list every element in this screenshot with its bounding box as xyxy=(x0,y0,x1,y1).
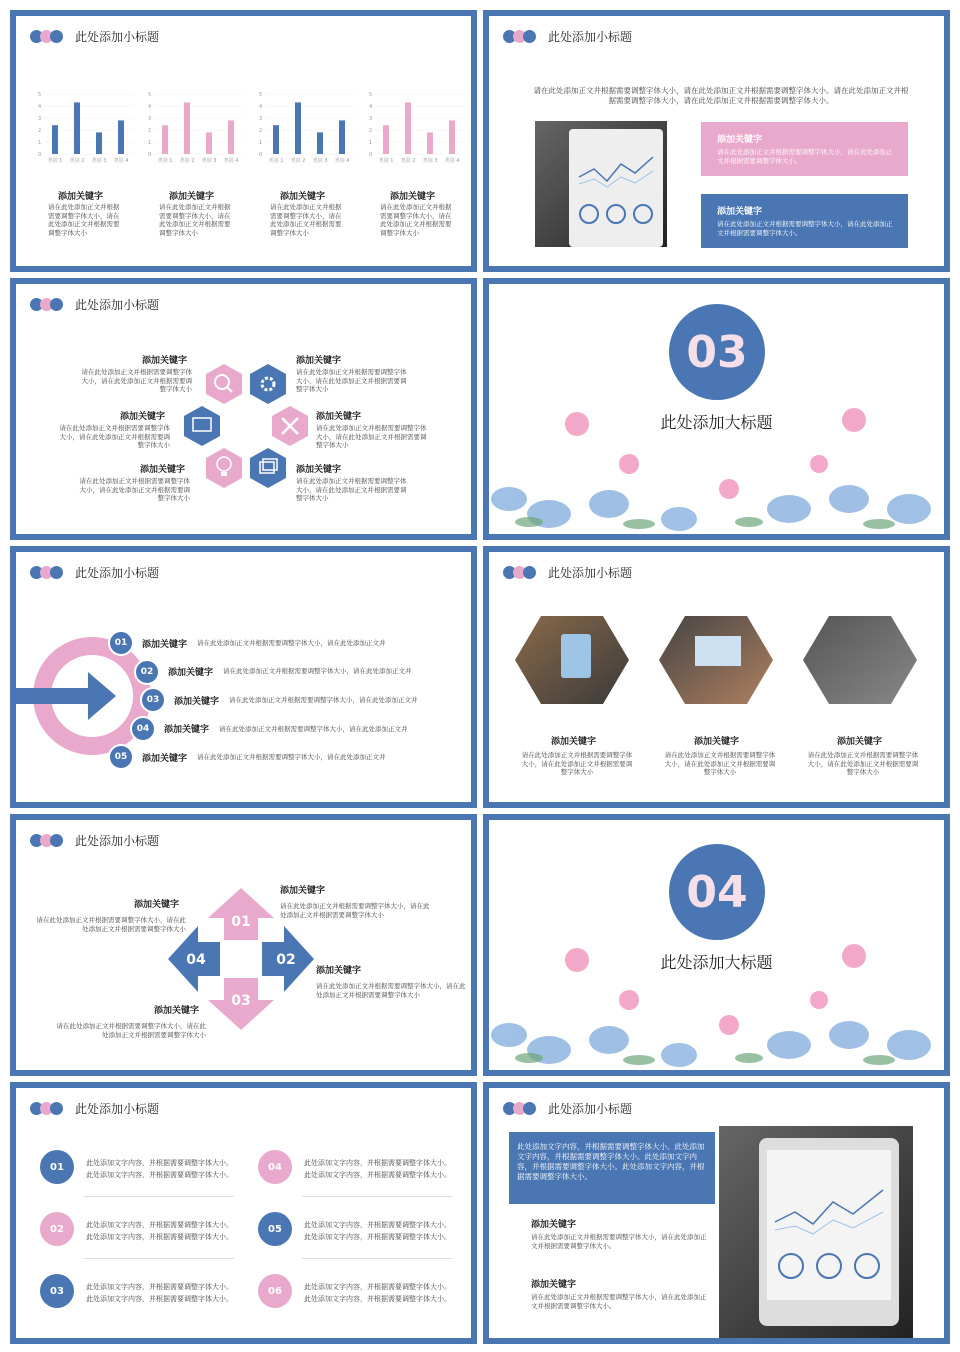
slide-header xyxy=(503,562,632,582)
keyword-title: 添加关键字 xyxy=(390,192,436,202)
y-tick-label: 5 xyxy=(148,92,152,98)
keyword-desc: 请在此处添加正文并根据需要调整字体大小，请在此处添加正文并根据需要调整字体大小 xyxy=(296,368,407,393)
slide-header xyxy=(30,1098,159,1118)
item-number-badge: 01 xyxy=(40,1150,74,1184)
list-item-text: 请在此处添加正文并根据需要调整字体大小，请在此处添加正文并 xyxy=(197,753,386,762)
keyword-desc: 请在此处添加正文并根据需要调整字体大小，请在此处添加正文并根据需要调整字体大小 xyxy=(270,203,342,237)
keyword-desc: 请在此处添加正文并根据需要调整字体大小，请在此处添加正文并根据需要调整字体大小。 xyxy=(531,1293,707,1310)
divider xyxy=(84,1196,234,1197)
slide-header xyxy=(30,294,159,314)
x-tick-label: 类别 2 xyxy=(179,158,195,164)
list-number-badge: 05 xyxy=(108,744,134,770)
slide-6[interactable] xyxy=(483,546,950,808)
y-tick-label: 2 xyxy=(259,128,263,134)
box-text: 此处添加文字内容，并根据需要调整字体大小。此处添加文字内容，并根据需要调整字体大小。此处添加文字内容，并根据需要调整字体大小。此处添加文字内容，并根据需要调整字体大小。 xyxy=(517,1142,705,1181)
list-number-badge: 01 xyxy=(108,630,134,656)
keyword-desc: 请在此处添加正文并根据需要调整字体大小，请在此处添加正文并根据需要调整字体大小 xyxy=(316,424,427,449)
slide-1[interactable] xyxy=(10,10,477,272)
dashboard-graphic-icon xyxy=(767,1150,891,1300)
body-paragraph: 请在此处添加正文并根据需要调整字体大小，请在此处添加正文并根据需要调整字体大小。请在此处添加正文并根据需要调整字体大小，请在此处添加正文并根据需要调整字体大小。 xyxy=(533,86,909,105)
slide-8[interactable] xyxy=(483,814,950,1076)
slide-subtitle: 此处添加小标题 xyxy=(75,565,160,580)
bar xyxy=(427,132,433,154)
y-tick-label: 3 xyxy=(369,116,373,122)
keyword-title: 添加关键字 xyxy=(58,192,104,202)
header-dot-icon xyxy=(50,566,63,579)
keyword-title: 添加关键字 xyxy=(717,135,763,145)
x-tick-label: 类别 4 xyxy=(334,158,350,164)
bar xyxy=(162,125,168,154)
item-text: 此处添加文字内容，并根据需要调整字体大小。此处添加文字内容，并根据需要调整字体大小。 xyxy=(304,1221,451,1241)
y-tick-label: 5 xyxy=(259,92,263,98)
section-number: 03 xyxy=(669,304,765,400)
keyword-title: 添加关键字 xyxy=(164,725,210,736)
item-number-badge: 03 xyxy=(40,1274,74,1308)
y-tick-label: 3 xyxy=(38,116,42,122)
slide-subtitle: 此处添加小标题 xyxy=(548,29,633,44)
x-tick-label: 类别 1 xyxy=(378,158,394,164)
item-text: 此处添加文字内容，并根据需要调整字体大小。此处添加文字内容，并根据需要调整字体大小。 xyxy=(304,1283,451,1303)
bar xyxy=(52,125,58,154)
x-tick-label: 类别 4 xyxy=(113,158,129,164)
x-tick-label: 类别 3 xyxy=(422,158,438,164)
bar xyxy=(449,120,455,154)
keyword-title: 添加关键字 xyxy=(531,1220,577,1230)
bar xyxy=(184,102,190,154)
y-tick-label: 5 xyxy=(38,92,42,98)
keyword-desc: 请在此处添加正文并根据需要调整字体大小，请在此处添加正文并根据需要调整字体大小 xyxy=(521,751,633,776)
bar xyxy=(228,120,234,154)
bar xyxy=(339,120,345,154)
tablet-screen xyxy=(767,1150,891,1300)
y-tick-label: 4 xyxy=(259,104,263,110)
gear-icon xyxy=(250,364,286,404)
section-number: 04 xyxy=(669,844,765,940)
list-item xyxy=(130,716,408,742)
y-tick-label: 0 xyxy=(148,152,152,158)
header-dot-icon xyxy=(50,1102,63,1115)
keyword-title: 添加关键字 xyxy=(316,412,362,422)
slide-header xyxy=(503,26,632,46)
slide-header xyxy=(30,562,159,582)
divider xyxy=(84,1258,234,1259)
x-tick-label: 类别 2 xyxy=(290,158,306,164)
slide-4[interactable] xyxy=(483,278,950,540)
hexagon-photos xyxy=(489,614,944,714)
y-tick-label: 2 xyxy=(369,128,373,134)
list-item-text: 请在此处添加正文并根据需要调整字体大小，请在此处添加正文并 xyxy=(197,638,386,647)
list-number-badge: 03 xyxy=(140,687,166,713)
header-dot-icon xyxy=(523,566,536,579)
keyword-desc: 请在此处添加正文并根据需要调整字体大小，请在此处添加正文并根据需要调整字体大小 xyxy=(380,203,452,237)
y-tick-label: 1 xyxy=(38,140,42,146)
monitor-icon xyxy=(184,406,220,446)
keyword-desc: 请在此处添加正文并根据需要调整字体大小，请在此处添加正文并根据需要调整字体大小 xyxy=(56,1022,206,1039)
header-dot-icon xyxy=(523,30,536,43)
keyword-desc: 请在此处添加正文并根据需要调整字体大小，请在此处添加正文并根据需要调整字体大小 xyxy=(79,477,190,502)
keyword-desc: 请在此处添加正文并根据需要调整字体大小，请在此处添加正文并根据需要调整字体大小 xyxy=(159,203,231,237)
bar xyxy=(295,102,301,154)
y-tick-label: 0 xyxy=(38,152,42,158)
bar xyxy=(206,132,212,154)
slide-subtitle: 此处添加小标题 xyxy=(75,833,160,848)
slide-5[interactable] xyxy=(10,546,477,808)
list-item xyxy=(108,744,386,770)
arrow-number: 03 xyxy=(231,993,251,1009)
x-tick-label: 类别 3 xyxy=(91,158,107,164)
x-tick-label: 类别 1 xyxy=(268,158,284,164)
header-dot-icon xyxy=(50,298,63,311)
arrow-number: 02 xyxy=(276,952,296,968)
slide-subtitle: 此处添加小标题 xyxy=(75,297,160,312)
flower-decoration-icon xyxy=(489,404,944,534)
bar xyxy=(273,125,279,154)
y-tick-label: 0 xyxy=(369,152,373,158)
slide-2[interactable] xyxy=(483,10,950,272)
y-tick-label: 4 xyxy=(148,104,152,110)
tablet-screen xyxy=(569,129,663,247)
slide-7[interactable] xyxy=(10,814,477,1076)
keyword-title: 添加关键字 xyxy=(296,465,342,475)
bar xyxy=(383,125,389,154)
list-number-badge: 04 xyxy=(130,716,156,742)
keyword-title: 添加关键字 xyxy=(717,207,763,217)
y-tick-label: 5 xyxy=(369,92,373,98)
search-icon xyxy=(206,364,242,404)
keyword-desc: 请在此处添加正文并根据需要调整字体大小，请在此处添加正文并根据需要调整字体大小。 xyxy=(717,148,893,165)
pink-info-box xyxy=(701,122,908,176)
keyword-title: 添加关键字 xyxy=(280,886,326,896)
list-item-text: 请在此处添加正文并根据需要调整字体大小，请在此处添加正文并 xyxy=(219,724,408,733)
keyword-desc: 请在此处添加正文并根据需要调整字体大小，请在此处添加正文并根据需要调整字体大小 xyxy=(36,916,186,933)
keyword-title: 添加关键字 xyxy=(142,356,188,366)
item-number-badge: 02 xyxy=(40,1212,74,1246)
slide-subtitle: 此处添加小标题 xyxy=(548,1101,633,1116)
slide-subtitle: 此处添加小标题 xyxy=(75,29,160,44)
keyword-title: 添加关键字 xyxy=(142,753,188,764)
keyword-title: 添加关键字 xyxy=(134,900,180,910)
blue-text-box xyxy=(509,1132,715,1204)
keyword-desc: 请在此处添加正文并根据需要调整字体大小，请在此处添加正文并根据需要调整字体大小。 xyxy=(717,220,893,237)
y-tick-label: 4 xyxy=(369,104,373,110)
bar xyxy=(96,132,102,154)
arrow-number: 01 xyxy=(231,914,251,930)
keyword-title: 添加关键字 xyxy=(169,192,215,202)
keyword-desc: 请在此处添加正文并根据需要调整字体大小，请在此处添加正文并根据需要调整字体大小。 xyxy=(531,1233,707,1250)
list-item xyxy=(108,630,386,656)
x-tick-label: 类别 3 xyxy=(201,158,217,164)
item-text: 此处添加文字内容，并根据需要调整字体大小。此处添加文字内容，并根据需要调整字体大小。 xyxy=(86,1221,233,1241)
item-number-badge: 04 xyxy=(258,1150,292,1184)
tablet-photo xyxy=(535,121,667,247)
slide-10[interactable] xyxy=(483,1082,950,1344)
flower-decoration-icon xyxy=(489,940,944,1070)
keyword-title: 添加关键字 xyxy=(280,192,326,202)
dashboard-graphic-icon xyxy=(569,129,663,247)
list-item-text: 请在此处添加正文并根据需要调整字体大小，请在此处添加正文并 xyxy=(223,667,412,676)
keyword-desc: 请在此处添加正文并根据需要调整字体大小，请在此处添加正文并根据需要调整字体大小 xyxy=(664,751,776,776)
keyword-title: 添加关键字 xyxy=(154,1006,200,1016)
keyword-title: 添加关键字 xyxy=(140,465,186,475)
keyword-title: 添加关键字 xyxy=(142,639,188,650)
tablet-frame xyxy=(759,1138,899,1326)
slide-header xyxy=(503,1098,632,1118)
keyword-title: 添加关键字 xyxy=(296,356,342,366)
y-tick-label: 0 xyxy=(259,152,263,158)
y-tick-label: 1 xyxy=(259,140,263,146)
slide-3[interactable] xyxy=(10,278,477,540)
slide-9[interactable] xyxy=(10,1082,477,1344)
blue-info-box xyxy=(701,194,908,248)
header-dot-icon xyxy=(523,1102,536,1115)
y-tick-label: 3 xyxy=(259,116,263,122)
keyword-title: 添加关键字 xyxy=(551,737,597,747)
list-item-text: 请在此处添加正文并根据需要调整字体大小，请在此处添加正文并 xyxy=(229,695,418,704)
tools-icon xyxy=(272,406,308,446)
section-title: 此处添加大标题 xyxy=(660,953,773,972)
list-item xyxy=(134,659,412,685)
y-tick-label: 3 xyxy=(148,116,152,122)
meeting-photo xyxy=(803,616,917,704)
y-tick-label: 1 xyxy=(369,140,373,146)
section-title: 此处添加大标题 xyxy=(660,413,773,432)
lightbulb-icon xyxy=(206,448,242,488)
keyword-desc: 请在此处添加正文并根据需要调整字体大小，请在此处添加正文并根据需要调整字体大小 xyxy=(48,203,120,237)
list-item xyxy=(140,687,418,713)
divider xyxy=(302,1196,452,1197)
keyword-title: 添加关键字 xyxy=(316,966,362,976)
item-text: 此处添加文字内容，并根据需要调整字体大小。此处添加文字内容，并根据需要调整字体大小。 xyxy=(86,1159,233,1179)
windows-icon xyxy=(250,448,286,488)
y-tick-label: 2 xyxy=(38,128,42,134)
keyword-desc: 请在此处添加正文并根据需要调整字体大小，请在此处添加正文并根据需要调整字体大小 xyxy=(280,902,430,919)
slide-header xyxy=(30,830,159,850)
bar xyxy=(74,102,80,154)
keyword-desc: 请在此处添加正文并根据需要调整字体大小，请在此处添加正文并根据需要调整字体大小 xyxy=(807,751,919,776)
keyword-desc: 请在此处添加正文并根据需要调整字体大小，请在此处添加正文并根据需要调整字体大小 xyxy=(59,424,170,449)
list-number-badge: 02 xyxy=(134,659,160,685)
slide-subtitle: 此处添加小标题 xyxy=(75,1101,160,1116)
slide-subtitle: 此处添加小标题 xyxy=(548,565,633,580)
x-tick-label: 类别 1 xyxy=(157,158,173,164)
header-dot-icon xyxy=(50,834,63,847)
y-tick-label: 4 xyxy=(38,104,42,110)
item-number-badge: 06 xyxy=(258,1274,292,1308)
keyword-desc: 请在此处添加正文并根据需要调整字体大小，请在此处添加正文并根据需要调整字体大小 xyxy=(81,368,192,393)
keyword-title: 添加关键字 xyxy=(174,696,220,707)
bar xyxy=(405,102,411,154)
tablet-photo xyxy=(719,1126,913,1338)
hexagon-cluster xyxy=(176,354,316,494)
x-tick-label: 类别 2 xyxy=(400,158,416,164)
keyword-title: 添加关键字 xyxy=(168,668,214,679)
bar xyxy=(317,132,323,154)
x-tick-label: 类别 1 xyxy=(47,158,63,164)
x-tick-label: 类别 4 xyxy=(223,158,239,164)
keyword-desc: 请在此处添加正文并根据需要调整字体大小，请在此处添加正文并根据需要调整字体大小 xyxy=(316,982,466,999)
x-tick-label: 类别 4 xyxy=(444,158,460,164)
y-tick-label: 2 xyxy=(148,128,152,134)
divider xyxy=(302,1258,452,1259)
keyword-desc: 请在此处添加正文并根据需要调整字体大小，请在此处添加正文并根据需要调整字体大小 xyxy=(296,477,407,502)
item-text: 此处添加文字内容，并根据需要调整字体大小。此处添加文字内容，并根据需要调整字体大小。 xyxy=(86,1283,233,1303)
item-number-badge: 05 xyxy=(258,1212,292,1246)
item-text: 此处添加文字内容，并根据需要调整字体大小。此处添加文字内容，并根据需要调整字体大小。 xyxy=(304,1159,451,1179)
arrow-number: 04 xyxy=(186,952,206,968)
y-tick-label: 1 xyxy=(148,140,152,146)
keyword-title: 添加关键字 xyxy=(120,412,166,422)
keyword-title: 添加关键字 xyxy=(837,737,883,747)
bar xyxy=(118,120,124,154)
x-tick-label: 类别 2 xyxy=(69,158,85,164)
x-tick-label: 类别 3 xyxy=(312,158,328,164)
keyword-title: 添加关键字 xyxy=(531,1280,577,1290)
keyword-title: 添加关键字 xyxy=(694,737,740,747)
